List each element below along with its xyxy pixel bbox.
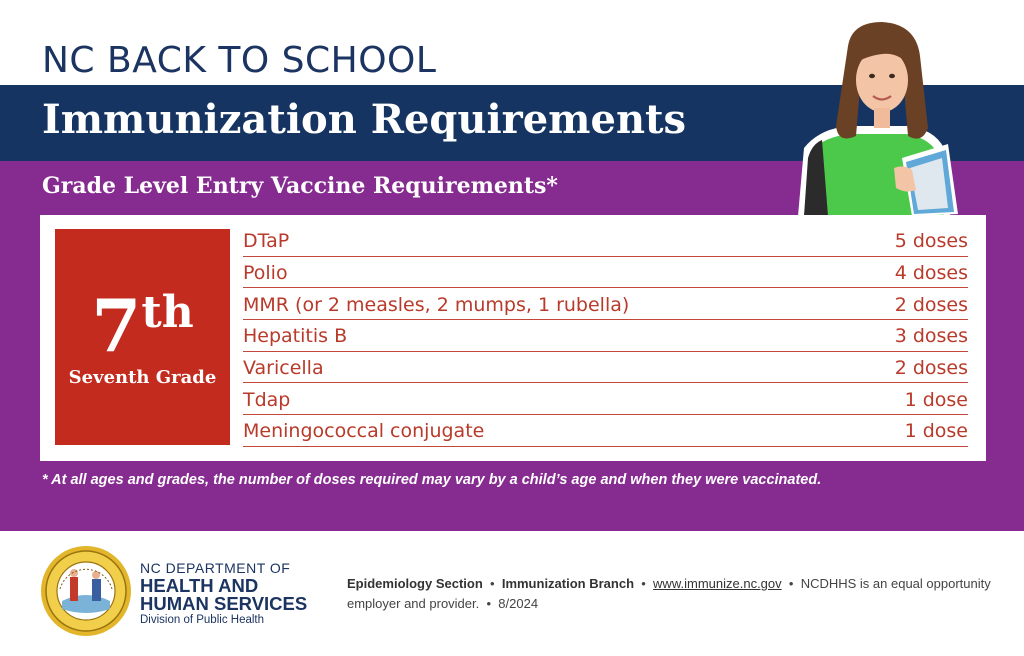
section-name: Epidemiology Section [347,576,483,591]
separator: • [641,576,646,591]
vaccine-doses: 3 doses [894,325,968,348]
separator: • [490,576,495,591]
vaccine-doses: 4 doses [894,262,968,285]
eoe-statement: NCDHHS is an equal opportunity employer and provider. [347,576,991,611]
vaccine-list [243,225,968,447]
grade-number-value: 7 [91,283,142,368]
vaccine-name: Meningococcal conjugate [243,420,485,443]
page-title: Immunization Requirements [42,96,687,143]
division-name: Division of Public Health [140,614,265,626]
vaccine-row [243,225,968,257]
vaccine-row [243,415,968,447]
website-link[interactable]: www.immunize.nc.gov [653,576,782,591]
vaccine-name: MMR (or 2 measles, 2 mumps, 1 rubella) [243,293,630,316]
student-photo [790,18,968,216]
footnote: * At all ages and grades, the number of doses required may vary by a child’s age and when they were vaccinated. [42,472,822,488]
vaccine-doses: 5 doses [894,230,968,253]
branch-name: Immunization Branch [501,576,635,591]
vaccine-row [243,288,968,320]
vaccine-name: Varicella [243,357,324,380]
vaccine-doses: 2 doses [894,357,968,380]
vaccine-name: Polio [243,262,288,285]
dept-name-line3: HUMAN SERVICES [140,593,308,614]
vaccine-row [243,352,968,384]
requirements-card [40,215,986,461]
separator: • [486,596,492,611]
grade-suffix: th [141,287,194,338]
vaccine-name: Tdap [243,388,291,411]
vaccine-row [243,257,968,289]
page-top-title: NC BACK TO SCHOOL [42,40,437,81]
separator: • [788,576,794,591]
subtitle: Grade Level Entry Vaccine Requirements* [42,173,558,199]
vaccine-row [243,320,968,352]
grade-badge [55,229,230,445]
grade-label: Seventh Grade [68,367,217,388]
vaccine-row [243,383,968,415]
dept-name-line1: NC DEPARTMENT OF [140,560,291,576]
vaccine-doses: 2 doses [894,293,968,316]
vaccine-name: DTaP [243,230,290,253]
vaccine-name: Hepatitis B [243,325,348,348]
state-seal-icon [40,545,132,637]
footer-info [347,574,997,614]
dept-name-line2: HEALTH AND [140,575,259,596]
vaccine-doses: 1 dose [904,420,968,443]
publication-date: 8/2024 [498,596,539,611]
grade-number [55,277,230,368]
vaccine-doses: 1 dose [904,388,968,411]
